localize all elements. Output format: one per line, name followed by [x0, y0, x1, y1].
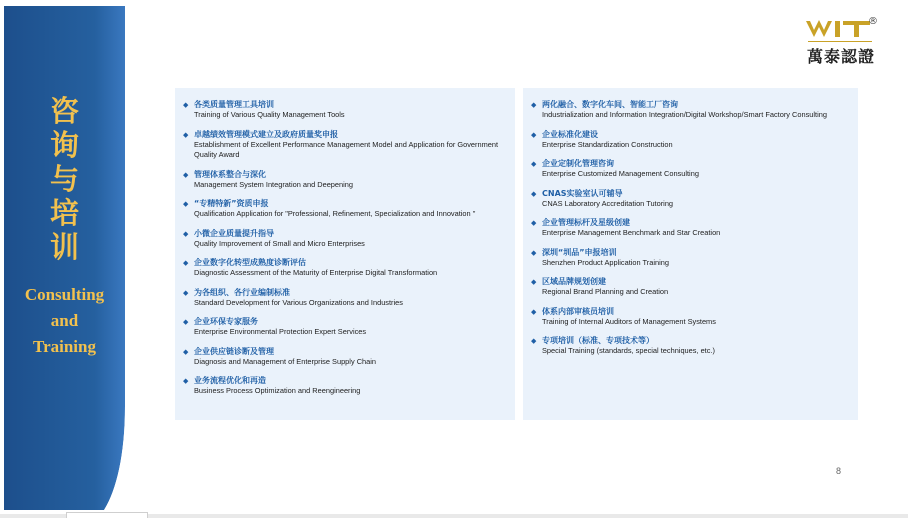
service-title-en: Regional Brand Planning and Creation — [542, 287, 669, 296]
service-item — [183, 257, 509, 279]
diamond-bullet-icon: ◆ — [183, 200, 189, 208]
service-title-en: Special Training (standards, special techniques, etc.) — [542, 346, 715, 355]
service-title-en: Shenzhen Product Application Training — [542, 257, 669, 267]
service-title-en: Enterprise Management Benchmark and Star Creation — [542, 228, 721, 237]
services-list-left — [183, 99, 509, 405]
service-title-en: Diagnostic Assessment of the Maturity of Enterprise Digital Transformation — [194, 268, 438, 277]
registered-mark: ® — [868, 16, 878, 27]
service-title-en: Quality Improvement of Small and Micro Enterprises — [194, 238, 365, 248]
service-title-en: Training of Various Quality Management Tools — [194, 110, 345, 119]
service-item — [183, 198, 509, 220]
service-title-en: Qualification Application for "Professional, Refinement, Specialization and Innovation " — [194, 209, 476, 218]
banner-english-title — [4, 282, 125, 360]
banner-char: 询 — [49, 128, 79, 162]
side-banner — [4, 6, 125, 510]
service-item — [183, 169, 509, 191]
service-title-cn: 体系内部审核员培训 — [542, 306, 614, 316]
service-title-en: Industrialization and Information Integration/Digital Workshop/Smart Factory Consulting — [542, 110, 827, 119]
service-item — [531, 188, 852, 210]
diamond-bullet-icon: ◆ — [183, 229, 189, 238]
services-panel-left — [175, 88, 515, 420]
diamond-bullet-icon: ◆ — [531, 248, 537, 257]
service-title-en: Enterprise Standardization Construction — [542, 139, 673, 149]
service-title-en: Training of Internal Auditors of Management Systems — [542, 316, 716, 326]
diamond-bullet-icon: ◆ — [531, 278, 537, 286]
service-title-en: Business Process Optimization and Reengineering — [194, 386, 361, 395]
diamond-bullet-icon: ◆ — [183, 259, 189, 267]
banner-en-line: Consulting — [24, 285, 105, 304]
banner-chinese-title — [4, 94, 125, 264]
page-number: 8 — [836, 466, 842, 476]
banner-char: 咨 — [49, 94, 79, 128]
banner-char: 培 — [49, 196, 79, 230]
banner-char: 与 — [49, 162, 79, 196]
service-title-en: Management System Integration and Deepening — [194, 179, 353, 189]
diamond-bullet-icon: ◆ — [183, 347, 189, 356]
service-title-cn: 业务流程优化和再造 — [194, 376, 266, 385]
services-panel-right — [523, 88, 858, 420]
service-item — [531, 335, 852, 357]
diamond-bullet-icon: ◆ — [531, 130, 537, 139]
logo-tagline-line — [808, 40, 872, 43]
service-item — [531, 158, 852, 180]
service-title-cn: 企业定制化管理咨询 — [542, 159, 614, 168]
service-title-en: Establishment of Excellent Performance Management Model and Application for Government Quality Award — [194, 139, 498, 159]
service-item — [183, 99, 509, 121]
diamond-bullet-icon: ◆ — [531, 219, 537, 227]
service-title-cn: 卓越绩效管理模式建立及政府质量奖申报 — [194, 129, 338, 139]
service-item — [531, 217, 852, 239]
bottom-tab-strip — [66, 512, 148, 518]
diamond-bullet-icon: ◆ — [531, 337, 537, 345]
service-title-cn: 各类质量管理工具培训 — [194, 100, 274, 109]
diamond-bullet-icon: ◆ — [531, 101, 537, 109]
service-title-cn: 为各组织、各行业编制标准 — [194, 287, 290, 297]
diamond-bullet-icon: ◆ — [183, 170, 189, 179]
diamond-bullet-icon: ◆ — [531, 189, 537, 198]
service-title-cn: CNAS实验室认可辅导 — [542, 188, 623, 198]
logo-mark-icon — [804, 18, 874, 40]
service-title-cn: 企业数字化转型成熟度诊断评估 — [194, 258, 306, 267]
diamond-bullet-icon: ◆ — [531, 307, 537, 316]
service-item — [531, 99, 852, 121]
service-item — [531, 247, 852, 269]
service-item — [531, 129, 852, 151]
logo-text: 萬泰認證 — [806, 47, 875, 66]
service-title-cn: 深圳“圳品”申报培训 — [542, 247, 617, 257]
diamond-bullet-icon: ◆ — [531, 160, 537, 168]
service-title-en: Enterprise Customized Management Consulting — [542, 169, 699, 178]
service-title-cn: 企业管理标杆及星级创建 — [542, 218, 630, 227]
service-item — [183, 316, 509, 338]
service-title-cn: 两化融合、数字化车间、智能工厂咨询 — [542, 100, 678, 109]
diamond-bullet-icon: ◆ — [183, 101, 189, 109]
diamond-bullet-icon: ◆ — [183, 318, 189, 326]
banner-en-line: Training — [33, 337, 96, 356]
service-title-cn: 小微企业质量提升指导 — [194, 228, 274, 238]
service-item — [183, 375, 509, 397]
service-item — [531, 306, 852, 328]
service-title-cn: 企业环保专家服务 — [194, 317, 258, 326]
service-item — [183, 287, 509, 309]
service-title-en: Diagnosis and Management of Enterprise Supply Chain — [194, 356, 376, 366]
diamond-bullet-icon: ◆ — [183, 288, 189, 297]
service-title-en: CNAS Laboratory Accreditation Tutoring — [542, 198, 674, 208]
company-logo — [800, 16, 882, 70]
service-item — [183, 129, 509, 161]
service-item — [531, 276, 852, 298]
banner-char: 训 — [49, 230, 79, 264]
service-title-cn: 专项培训（标准、专项技术等） — [542, 336, 654, 345]
service-title-cn: 企业标准化建设 — [542, 129, 598, 139]
service-title-en: Standard Development for Various Organizations and Industries — [194, 297, 403, 307]
service-title-en: Enterprise Environmental Protection Expert Services — [194, 327, 367, 336]
service-title-cn: 区域品牌规划创建 — [542, 277, 606, 286]
service-item — [183, 346, 509, 368]
services-list-right — [531, 99, 852, 365]
service-item — [183, 228, 509, 250]
service-title-cn: “专精特新”资质申报 — [194, 199, 269, 208]
service-title-cn: 管理体系整合与深化 — [194, 169, 266, 179]
diamond-bullet-icon: ◆ — [183, 377, 189, 385]
banner-en-line: and — [50, 311, 79, 330]
service-title-cn: 企业供应链诊断及管理 — [194, 346, 274, 356]
diamond-bullet-icon: ◆ — [183, 130, 189, 139]
